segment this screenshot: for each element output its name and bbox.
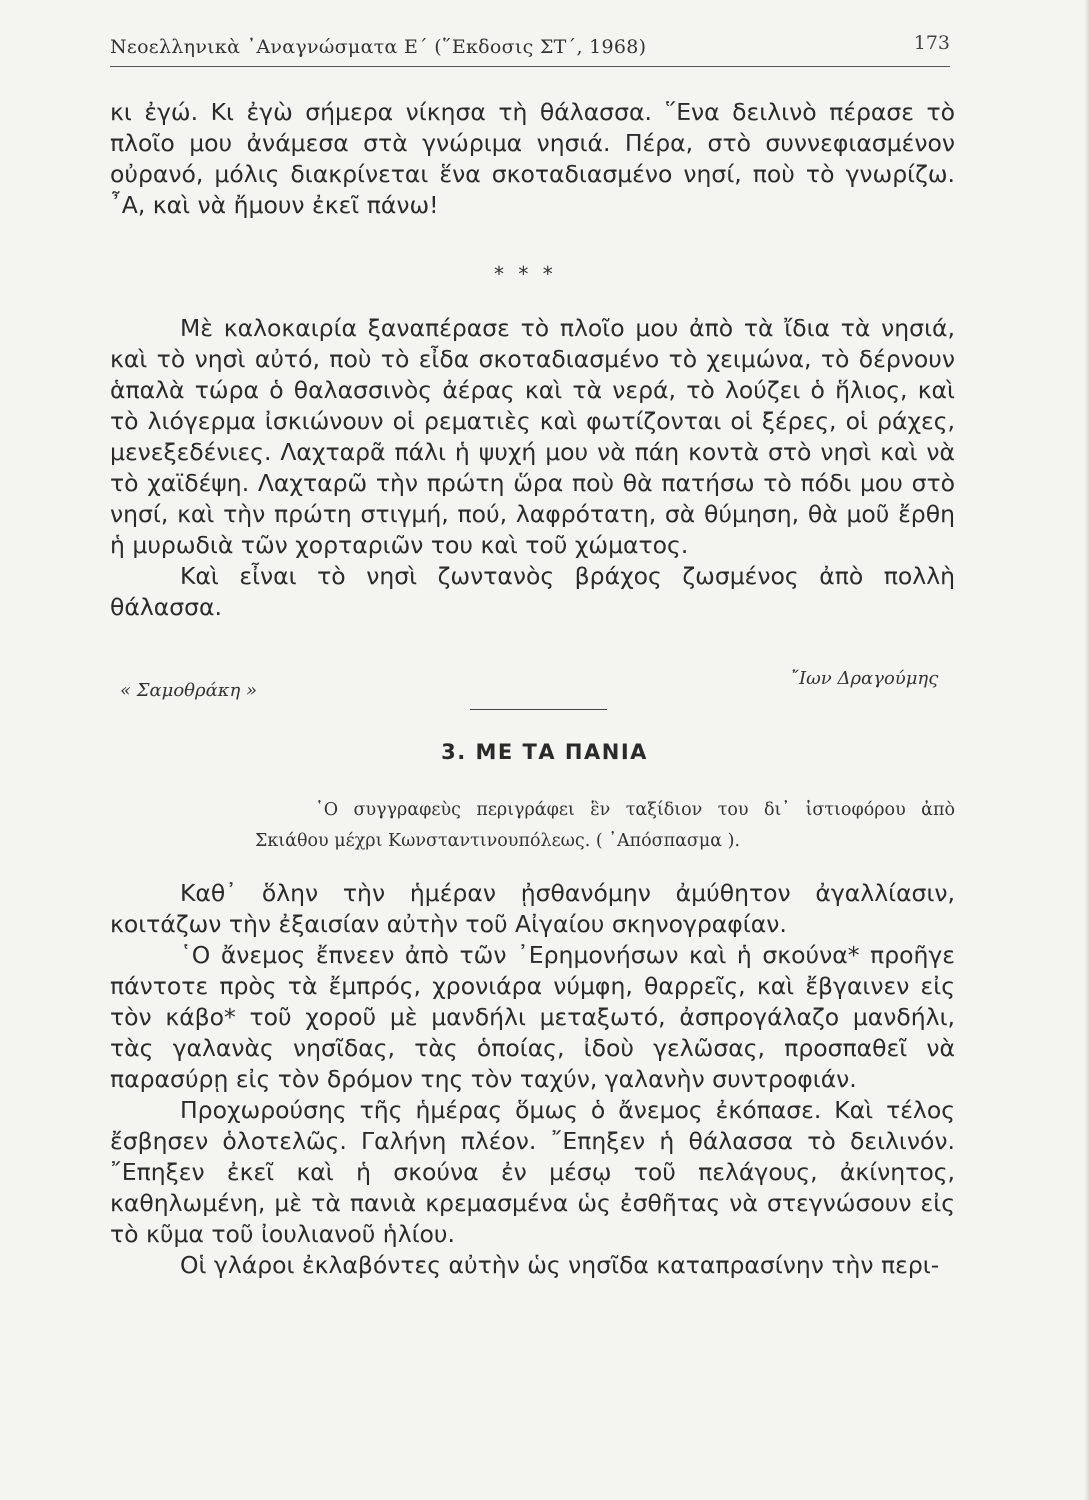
paragraph: Μὲ καλοκαιρία ξαναπέρασε τὸ πλοῖο μου ἀπὸ τὰ ἴδια τὰ νησιά, καὶ τὸ νησὶ αὐτό, ποὺ τὸ εἶδα σκοταδιασμένο τὸ χειμώνα, τὸ δέρνουν ἁπαλὰ τώρα ὁ θαλασσινὸς ἀέρας καὶ τὰ νερά, τὸ λούζει ὁ ἥλιος, καὶ τὸ λιόγερμα ἰσκιώνουν οἱ ρεματιὲς καὶ φωτίζονται οἱ ξέρες, οἱ ράχες, μενεξεδένιες. Λαχταρᾶ πάλι ἡ ψυχή μου νὰ πάη κοντὰ στὸ νησὶ καὶ νὰ τὸ χαϊδέψη. Λαχταρῶ τὴν πρώτη ὥρα ποὺ θὰ πατήσω τὸ πόδι μου στὸ νησί, καὶ τὴν πρώτη στιγμή, πού, λαφρότατη, σὰ θύμηση, θὰ μοῦ ἔρθη ἡ μυρωδιὰ τῶν χορταριῶν του καὶ τοῦ χώματος.	[110, 314, 955, 559]
section-divider-stars: * * *	[494, 262, 557, 286]
source-title: « Σαμοθράκη »	[120, 680, 258, 701]
author-name: ῎Ιων Δραγούμης	[790, 668, 939, 689]
section-synopsis	[255, 795, 955, 857]
section-title: 3. ΜΕ ΤΑ ΠΑΝΙΑ	[441, 740, 648, 764]
section-1-text	[110, 97, 955, 221]
section-2-text	[110, 313, 955, 623]
synopsis-text: ῾Ο συγγραφεὺς περιγράφει ἓν ταξίδιον του δι᾿ ἱστιοφόρου ἀπὸ Σκιάθου μέχρι Κωνσταντινουπόλεως. ( ᾿Απόσπασμα ).	[255, 800, 955, 851]
running-title: Νεοελληνικὰ ᾿Αναγνώσματα Ε΄ (῞Εκδοσις ΣΤ΄, 1968)	[110, 36, 647, 58]
page-number: 173	[913, 32, 950, 54]
paragraph: κι ἐγώ. Κι ἐγὼ σήμερα νίκησα τὴ θάλασσα. ῞Ενα δειλινὸ πέρασε τὸ πλοῖο μου ἀνάμεσα στὰ γνώριμα νησιά. Πέρα, στὸ συννεφιασμένον οὐρανό, μόλις διακρίνεται ἕνα σκοταδιασμένο νησί, ποὺ τὸ γνωρίζω. ῏Α, καὶ νὰ ἤμουν ἐκεῖ πάνω!	[110, 98, 955, 219]
section-3-text	[110, 878, 955, 1281]
running-header	[110, 30, 950, 70]
paragraph: Προχωρούσης τῆς ἡμέρας ὅμως ὁ ἄνεμος ἐκόπασε. Καὶ τέλος ἔσβησεν ὁλοτελῶς. Γαλήνη πλέον. ῎Επηξεν ἡ θάλασσα τὸ δειλινόν. ῎Επηξεν ἐκεῖ καὶ ἡ σκούνα ἐν μέσῳ τοῦ πελάγους, ἀκίνητος, καθηλωμένη, μὲ τὰ πανιὰ κρεμασμένα ὡς ἐσθῆτας νὰ στεγνώσουν εἰς τὸ κῦμα τοῦ ἰουλιανοῦ ἡλίου.	[110, 1096, 955, 1248]
paragraph: Οἱ γλάροι ἐκλαβόντες αὐτὴν ὡς νησῖδα καταπρασίνην τὴν περι-	[180, 1251, 940, 1279]
paragraph: Καὶ εἶναι τὸ νησὶ ζωντανὸς βράχος ζωσμένος ἀπὸ πολλὴ θάλασσα.	[110, 562, 955, 621]
page-edge-shadow	[1085, 0, 1089, 1500]
paragraph: Καθ᾿ ὅλην τὴν ἡμέραν ᾐσθανόμην ἀμύθητον ἀγαλλίασιν, κοιτάζων τὴν ἐξαισίαν αὐτὴν τοῦ Αἰγαίου σκηνογραφίαν.	[110, 879, 955, 938]
paragraph: ῾Ο ἄνεμος ἔπνεεν ἀπὸ τῶν ᾿Ερημονήσων καὶ ἡ σκούνα* προῆγε πάντοτε πρὸς τὰ ἔμπρός, χρονιάρα νύμφη, θαρρεῖς, καὶ ἔβγαινεν εἰς τὸν κάβο* τοῦ χοροῦ μὲ μανδήλι μεταξωτό, ἀσπρογάλαζο μανδήλι, τὰς γαλανὰς νησῖδας, τὰς ὁποίας, ἰδοὺ γελῶσας, προσπαθεῖ νὰ παρασύρῃ εἰς τὸν δρόμον της τὸν ταχύν, γαλανὴν συντροφιάν.	[110, 941, 955, 1093]
section-separator-rule	[470, 709, 607, 710]
header-rule	[110, 66, 950, 67]
